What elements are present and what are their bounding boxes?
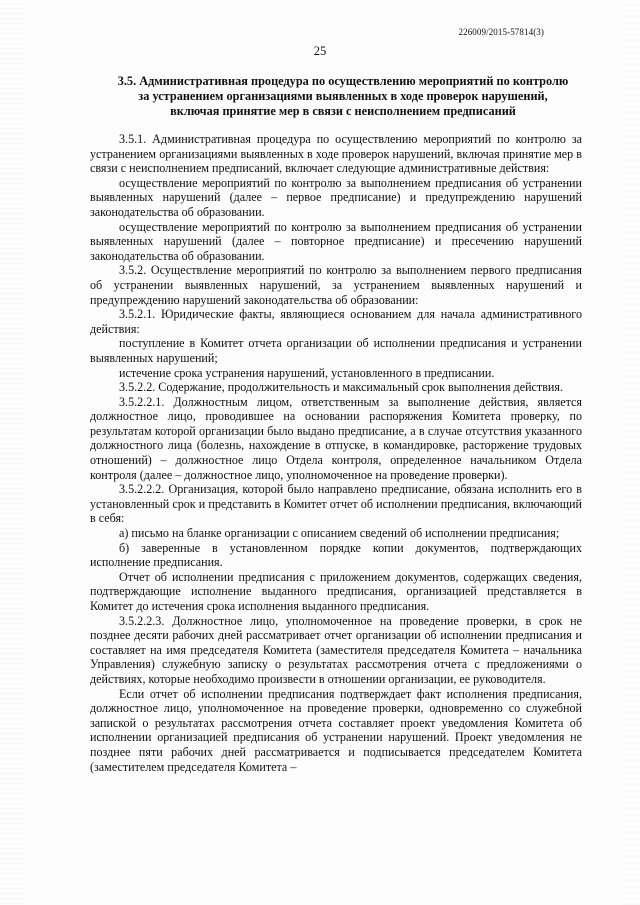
heading-line: 3.5. Административная процедура по осуществлению мероприятий по контролю — [117, 74, 569, 88]
paragraph: осуществление мероприятий по контролю за выполнением предписания об устранении выявленных нарушений (далее – первое предписание) и предупреждению нарушений законодательства об образовании. — [90, 175, 582, 219]
paragraph: истечение срока устранения нарушений, установленного в предписании. — [119, 365, 495, 380]
paragraph: а) письмо на бланке организации с описанием сведений об исполнении предписания; — [119, 526, 560, 541]
section-heading — [104, 74, 582, 119]
scan-edge-left — [0, 0, 26, 905]
paragraph: 3.5.2.1. Юридические факты, являющиеся основанием для начала административного действия: — [90, 307, 582, 336]
document-id: 226009/2015-57814(3) — [458, 27, 544, 37]
paragraph: 3.5.2. Осуществление мероприятий по контролю за выполнением первого предписания об устранении выявленных нарушений, за устранением выявленных нарушений и предупреждению нарушений законодательства об образовании: — [90, 263, 582, 307]
page-number: 25 — [313, 44, 327, 58]
paragraph: 3.5.2.2.3. Должностное лицо, уполномоченное на проведение проверки, в срок не позднее десяти рабочих дней рассматривает отчет организации об исполнении предписания и составляет на имя председателя Комитета (заместителя председателя Комитета – начальника Управления) служебную записку о результатах рассмотрения отчета с предложениями о действиях, которые необходимо произвести в отношении организации, ее руководителя. — [90, 613, 582, 686]
paragraph: Если отчет об исполнении предписания подтверждает факт исполнения предписания, должностное лицо, уполномоченное на проведение проверки, одновременно со служебной запиской о результатах рассмотрения отчета составляет проект уведомления Комитета об исполнении организацией предписания об устранении нарушений. Проект уведомления не позднее пяти рабочих дней рассматривается и подписывается председателем Комитета (заместителем председателя Комитета – — [90, 686, 582, 774]
paragraph: 3.5.2.2.2. Организация, которой было направлено предписание, обязана исполнить его в установленный срок и представить в Комитет отчет об исполнении предписания, включающий в себя: — [90, 482, 582, 526]
heading-line: за устранением организациями выявленных в ходе проверок нарушений, — [138, 89, 548, 103]
scan-edge-right — [622, 0, 640, 905]
paragraph: б) заверенные в установленном порядке копии документов, подтверждающих исполнение предписания. — [90, 540, 582, 570]
paragraph: 3.5.2.2. Содержание, продолжительность и максимальный срок выполнения действия. — [119, 380, 563, 395]
paragraph: 3.5.2.2.1. Должностным лицом, ответственным за выполнение действия, является должностное лицо, проводившее на основании распоряжения Комитета проверку, по результатам которой организации было выдано предписание, а в случае отсутствия указанного должностного лица (болезнь, нахождение в отпуске, в командировке, расторжение трудовых отношений) – должностное лицо Отдела контроля, определенное начальником Отдела контроля (далее – должностное лицо, уполномоченное на проведение проверки). — [90, 394, 582, 482]
paragraph: 3.5.1. Административная процедура по осуществлению мероприятий по контролю за устранением организациями выявленных в ходе проверок нарушений, включая принятие мер в связи с неисполнением предписаний, включает следующие административные действия: — [90, 132, 582, 176]
heading-line: включая принятие мер в связи с неисполнением предписаний — [170, 104, 516, 118]
paragraph: Отчет об исполнении предписания с приложением документов, содержащих сведения, подтверждающие исполнение выданного предписания, организацией представляется в Комитет до истечения срока исполнения выданного предписания. — [90, 569, 582, 613]
document-body — [90, 132, 582, 774]
paragraph: осуществление мероприятий по контролю за выполнением предписания об устранении выявленных нарушений (далее – повторное предписание) и пресечению нарушений законодательства об образовании. — [90, 219, 582, 263]
paragraph: поступление в Комитет отчета организации об исполнении предписания и устранении выявленных нарушений; — [90, 336, 582, 365]
